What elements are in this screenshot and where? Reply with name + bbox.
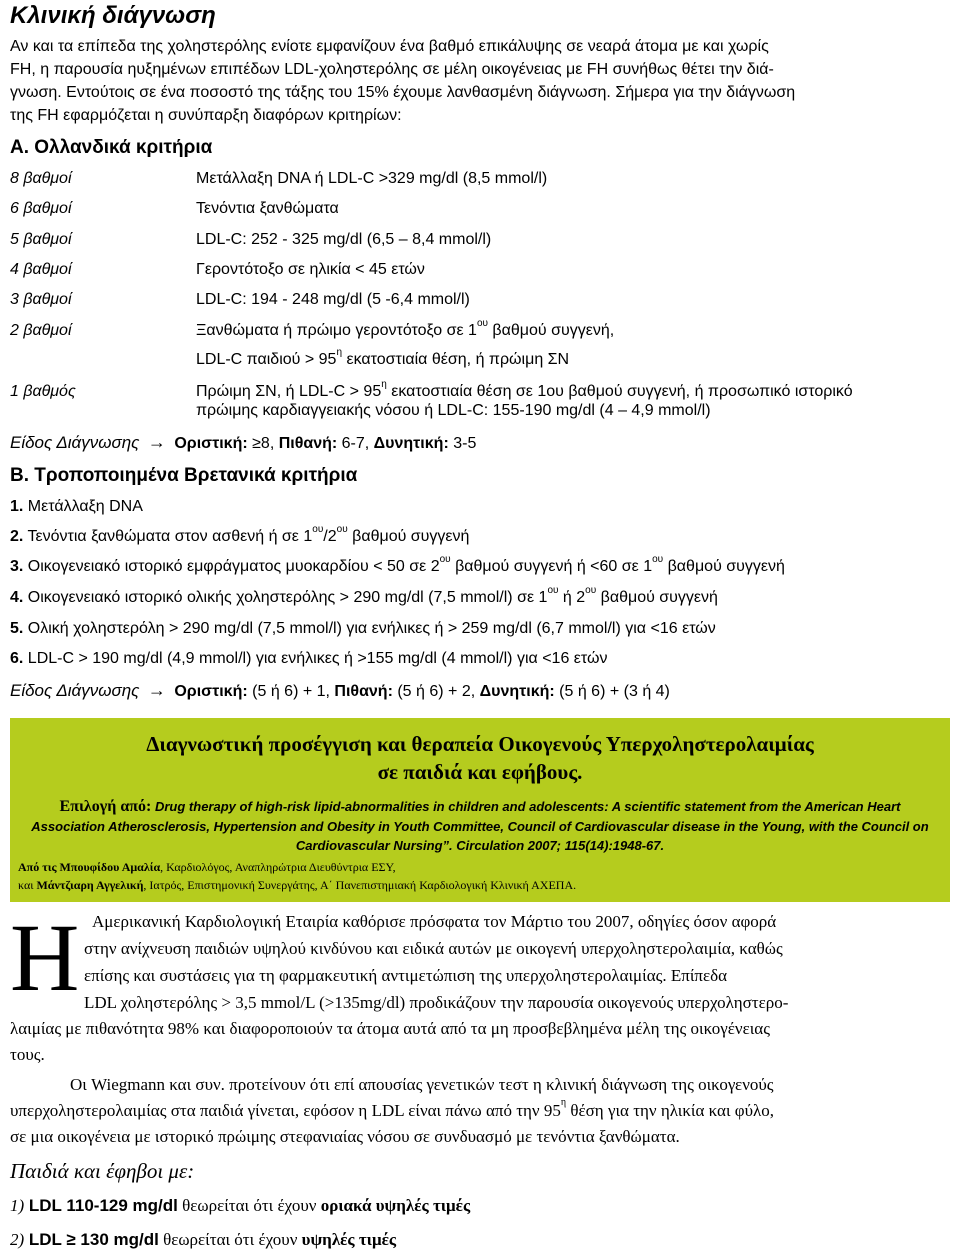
criterion-value: πρώιμης καρδιαγγειακής νόσου ή LDL-C: 155-190 mg/dl (4 – 4,9 mmol/l) [196,402,711,419]
author-line: και Μάντζιαρη Αγγελική, Ιατρός, Επιστημονική Συνεργάτης, Α΄ Πανεπιστημιακή Καρδιολογική Κλινική ΑΧΕΠΑ. [18,878,577,892]
article-line: Οι Wiegmann και συν. προτείνουν ότι επί απουσίας γενετικών τεστ η κλινική διάγνωση της οικογενούς [70,1075,774,1094]
arrow-icon: → [147,432,166,452]
author-line: Από τις Μπουφίδου Αμαλία, Καρδιολόγος, Αναπληρώτρια Διευθύντρια ΕΣΥ, [18,860,396,874]
criterion-item: 3. Οικογενειακό ιστορικό εμφράγματος μυοκαρδίου < 50 σε $2^{o\upsilon}$ βαθμού συγγενή ή <60 σε $1^{o\upsilon}$ βαθμού συγγενή [10,554,785,575]
article-line: σε μια οικογένεια με ιστορικό πρώιμης στεφανιαίας νόσου σε συνδυασμό με τενόντια ξανθώματα. [10,1127,680,1146]
criterion-item: 5. Ολική χοληστερόλη > 290 mg/dl (7,5 mmol/l) για ενήλικες ή > 259 mg/dl (6,7 mmol/l) για <16 ετών [10,620,716,637]
criterion-value: LDL-C $\pi\alpha\iota\delta\iota oύ > 95^\eta$ εκατοστιαία θέση, ή πρώιμη ΣΝ [196,347,570,368]
article-line: στην ανίχνευση παιδιών υψηλού κινδύνου και ειδικά αυτών με οικογενή υπερχοληστερολαιμία, καθώς [84,939,783,958]
criterion-label: 5 βαθμοί [10,231,72,248]
intro-line: FH, η παρουσία ηυξημένων επιπέδων LDL-χοληστερόλης σε μέλη οικογένειας με FH συνήθως θέτει την διά- [10,61,774,78]
banner-title: Διαγνωστική προσέγγιση και θεραπεία Οικογενούς Υπερχοληστερολαιμίας [146,732,814,756]
article-line: Αμερικανική Καρδιολογική Εταιρία καθόρισε πρόσφατα τον Μάρτιο του 2007, οδηγίες όσον αφορά [92,912,777,931]
article-line: λαιμίας με πιθανότητα 98% και διαφοροποιούν τα άτομα αυτά από τα μη προσβεβλημένα μέλη της οικογένειας [10,1019,770,1038]
criterion-item: 1. Μετάλλαξη DNA [10,498,143,515]
list-item: 1) LDL 110-129 mg/dl θεωρείται ότι έχουν οριακά υψηλές τιμές [10,1196,471,1215]
article-line: υπερχοληστερολαιμίας στα παιδιά γίνεται, εφόσον η LDL είναι πάνω από την $95^\eta$ θέση για την ηλικία και φύλο, [10,1097,775,1120]
article-line: τους. [10,1045,45,1064]
banner-source: Association Atherosclerosis, Hypertension and Obesity in Youth Committee, Council of Cardiovascular disease in the Young, with the Council on [31,819,929,834]
criterion-value: LDL-C: 252 - 325 mg/dl (6,5 – 8,4 mmol/l) [196,231,492,248]
diagnosis-type-b: Είδος Διάγνωσης → Οριστική: (5 ή 6) + 1, Πιθανή: (5 ή 6) + 2, Δυνητική: (5 ή 6) + (3 ή 4) [10,680,670,700]
article-line: επίσης και συστάσεις για τη φαρμακευτική αντιμετώπιση της υπερχοληστερολαιμίας. Επίπεδα [84,966,728,985]
banner-title: σε παιδιά και εφήβους. [377,760,583,784]
criterion-value: LDL-C: 194 - 248 mg/dl (5 -6,4 mmol/l) [196,291,470,308]
criterion-item: 4. Οικογενειακό ιστορικό ολικής χοληστερόλης > 290 mg/dl (7,5 mmol/l) σε $1^{o\upsilon}$ ή $2^{o\upsilon}$ βαθμού συγγενή [10,585,718,606]
criterion-label: 4 βαθμοί [10,261,72,278]
intro-line: Αν και τα επίπεδα της χοληστερόλης ενίοτε εμφανίζουν ένα βαθμό επικάλυψης σε νεαρά άτομα με και χωρίς [10,38,769,55]
criterion-value: Ξανθώματα ή πρώιμο γεροντότοξο σε $1^{o\upsilon}$ βαθμού συγγενή, [196,318,615,339]
section-a-heading: Α. Ολλανδικά κριτήρια [10,137,213,158]
diagnosis-type-a: Είδος Διάγνωσης → Οριστική: ≥8, Πιθανή: 6-7, Δυνητική: 3-5 [10,432,477,452]
intro-line: γνωση. Εντούτοις σε ένα ποσοστό της τάξης του 15% έχουμε λανθασμένη διάγνωση. Σήμερα για την διάγνωση [10,84,796,101]
arrow-icon: → [147,680,166,700]
criterion-label: 8 βαθμοί [10,170,72,187]
drop-cap: Η [10,904,80,1011]
criterion-item: 2. Τενόντια ξανθώματα στον ασθενή ή σε $1^{o\upsilon}/2^{o\upsilon}$ βαθμού συγγενή [10,524,470,545]
criterion-label: 1 βαθμός [10,383,76,400]
criterion-label: 3 βαθμοί [10,291,72,308]
banner-source: Cardiovascular Nursing”. Circulation 2007; 115(14):1948-67. [295,838,665,853]
article-banner [10,718,950,902]
criterion-label: 2 βαθμοί [10,322,72,339]
criterion-label: 6 βαθμοί [10,200,72,217]
intro-line: της FH εφαρμόζεται η συνύπαρξη διαφόρων κριτηρίων: [10,107,402,124]
criterion-item: 6. LDL-C > 190 mg/dl (4,9 mmol/l) για ενήλικες ή >155 mg/dl (4 mmol/l) για <16 ετών [10,650,608,667]
criterion-value: Πρώιμη ΣΝ, ή $LDL-C > 95^\eta$ εκατοστιαία θέση σε 1ου βαθμού συγγενή, ή προσωπικό ιστορικό [196,379,853,400]
list-item: 2) LDL ≥ 130 mg/dl θεωρείται ότι έχουν υψηλές τιμές [10,1230,397,1249]
subheading: Παιδιά και έφηβοι με: [10,1159,195,1183]
article-line: LDL χοληστερόλης > 3,5 mmol/L (>135mg/dl) προδικάζουν την παρουσία οικογενούς υπερχοληστερο- [84,993,789,1012]
criterion-value: Γεροντότοξο σε ηλικία < 45 ετών [196,261,425,278]
criterion-value: Τενόντια ξανθώματα [196,200,339,217]
section-b-heading: Β. Τροποποιημένα Βρετανικά κριτήρια [10,465,358,486]
page-title: Κλινική διάγνωση [10,2,216,29]
banner-source: Επιλογή από: Drug therapy of high-risk lipid-abnormalities in children and adolescents: A scientific statement from the American Heart [59,798,901,815]
criterion-value: Μετάλλαξη DNA ή LDL-C >329 mg/dl (8,5 mmol/l) [196,170,548,187]
